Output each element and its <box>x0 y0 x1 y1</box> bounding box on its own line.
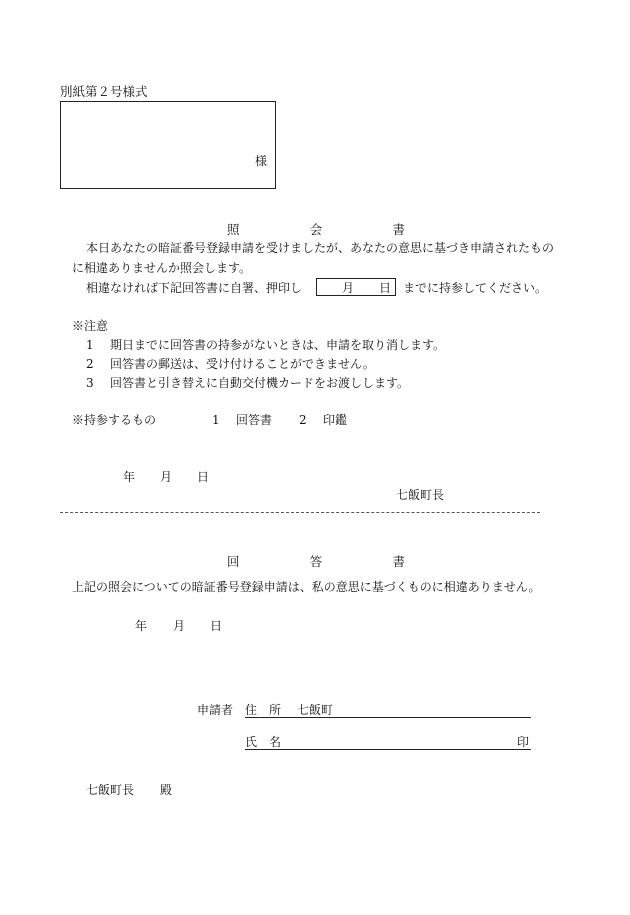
bring-number: 1 <box>212 413 220 427</box>
inquiry-date-month: 月 <box>160 470 173 484</box>
answer-date-month: 月 <box>173 619 186 633</box>
addressee-box[interactable] <box>60 101 276 189</box>
note-text: 回答書と引き替えに自動交付機カードをお渡しします。 <box>110 376 410 390</box>
answer-date <box>0 620 630 634</box>
addressee-name: 七飯町長 <box>86 783 135 797</box>
inquiry-title-char-2: 会 <box>309 222 323 237</box>
due-date-box[interactable] <box>316 278 396 296</box>
address-field[interactable] <box>245 704 531 718</box>
addressee-suffix: 様 <box>254 154 267 168</box>
inquiry-paragraph-1-line-1: 本日あなたの暗証番号登録申請を受けましたが、あなたの意思に基づき申請されたもの <box>86 241 555 255</box>
bring-heading: ※持参するもの <box>72 413 157 427</box>
bring-text: 印鑑 <box>323 413 348 427</box>
notes-heading: ※注意 <box>72 319 109 333</box>
note-item <box>86 358 375 370</box>
inquiry-paragraph-1-line-2: に相違ありませんか照会します。 <box>72 261 252 275</box>
inquiry-date <box>0 471 630 485</box>
bring-item <box>299 414 347 426</box>
note-item <box>86 339 445 351</box>
issuer-name: 七飯町長 <box>396 488 445 502</box>
inquiry-title-char-1: 照 <box>227 222 240 237</box>
bring-item <box>212 414 272 426</box>
answer-date-year: 年 <box>135 619 148 633</box>
answer-date-day: 日 <box>210 619 223 633</box>
note-number: 1 <box>86 338 94 352</box>
form-number: 別紙第２号様式 <box>60 84 148 99</box>
applicant-label: 申請者 <box>197 703 234 717</box>
address-value: 七飯町 <box>297 703 334 717</box>
answer-title-char-1: 回 <box>227 554 240 569</box>
note-text: 期日までに回答書の持参がないときは、申請を取り消します。 <box>110 338 446 352</box>
answer-title-char-2: 答 <box>309 554 323 569</box>
inquiry-paragraph-2-after: までに持参してください。 <box>403 281 548 295</box>
bring-number: 2 <box>299 413 307 427</box>
inquiry-title-char-3: 書 <box>392 222 405 237</box>
note-number: 2 <box>86 357 94 371</box>
inquiry-date-year: 年 <box>123 470 136 484</box>
inquiry-date-day: 日 <box>197 470 210 484</box>
inquiry-paragraph-2-before: 相違なければ下記回答書に自署、押印し <box>86 281 303 295</box>
answer-statement: 上記の照会についての暗証番号登録申請は、私の意思に基づくものに相違ありません。 <box>72 580 541 594</box>
addressee-honorific: 殿 <box>160 783 173 797</box>
seal-mark: 印 <box>516 735 529 749</box>
note-text: 回答書の郵送は、受け付けることができません。 <box>110 357 375 371</box>
due-date-month: 月 <box>342 281 355 295</box>
name-label: 氏 名 <box>245 735 282 749</box>
inquiry-title <box>227 224 405 237</box>
address-label: 住 所 <box>245 703 282 717</box>
name-field[interactable] <box>245 736 531 750</box>
note-number: 3 <box>86 376 94 390</box>
bring-text: 回答書 <box>236 413 273 427</box>
answer-addressee <box>86 784 172 796</box>
due-date-day: 日 <box>379 281 392 295</box>
answer-title <box>227 556 405 569</box>
note-item <box>86 377 409 389</box>
answer-title-char-3: 書 <box>392 554 405 569</box>
cut-line <box>60 512 540 513</box>
